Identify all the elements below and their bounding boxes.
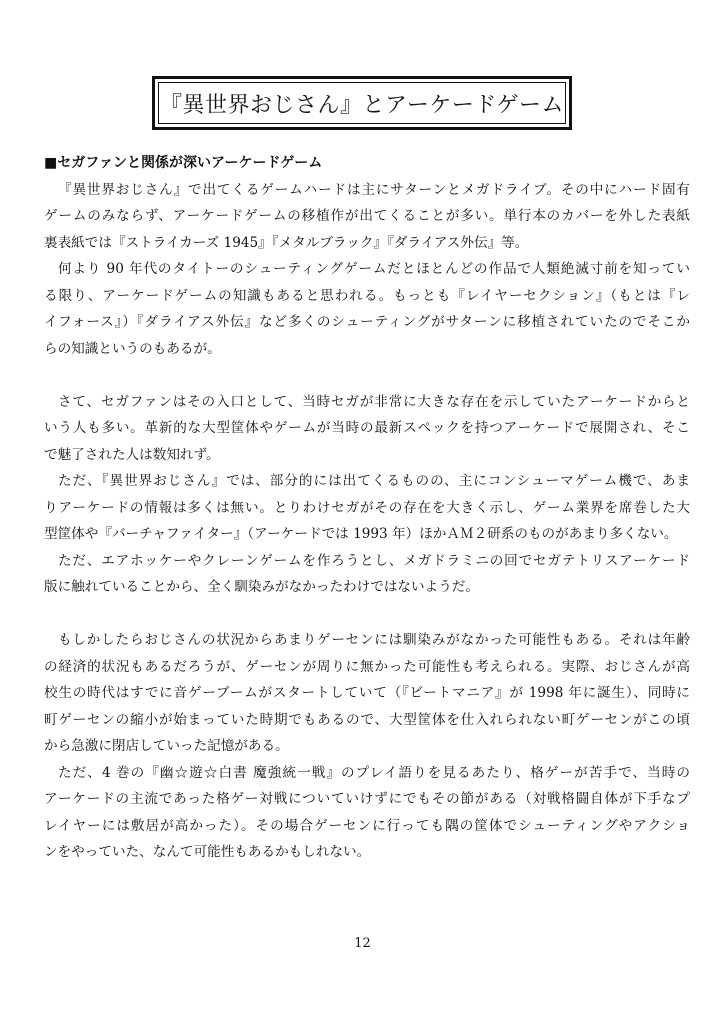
page-number: 12: [354, 936, 371, 951]
title-box: [152, 76, 572, 130]
paragraph-line: ただ、4 巻の『幽☆遊☆白書 魔強統一戦』のプレイ語りを見るあたり、格ゲーが苦手で、当時の: [58, 764, 690, 781]
paragraph-line: 何より 90 年代のタイトーのシューティングゲームだとほとんどの作品で人類絶滅寸前を知ってい: [58, 261, 690, 277]
paragraph-line: 型筐体や『バーチャファイター』（アーケードでは 1993 年）ほかＡＭ２研系のものがあまり多くない。: [44, 526, 678, 542]
paragraph-line: アーケードの主流であった格ゲー対戦についていけずにでもその節がある（対戦格闘自体が下手なプ: [44, 791, 690, 807]
paragraph-gap: [44, 362, 690, 389]
paragraph-line: る限り、アーケードゲームの知識もあると思われる。もっとも『レイヤーセクション』（もとは『レ: [44, 287, 690, 304]
paragraph-gap: [44, 601, 690, 628]
page-title: 『異世界おじさん』とアーケードゲーム: [160, 92, 564, 118]
paragraph-line: で魅了された人は数知れず。: [44, 446, 220, 463]
paragraph-line: ただ、エアホッケーやクレーンゲームを作ろうとし、メガドラミニの回でセガテトリスアーケード: [58, 552, 690, 569]
paragraph-line: 町ゲーセンの縮小が始まっていた時期でもあるので、大型筐体を仕入れられない町ゲーセンがこの頃: [44, 711, 690, 728]
paragraph-line: ただ、『異世界おじさん』では、部分的には出てくるものの、主にコンシューマゲーム機で、あま: [58, 473, 690, 489]
section-heading: ■セガファンと関係が深いアーケードゲーム: [44, 155, 323, 171]
title-box-inner: [158, 82, 566, 124]
article-body: [44, 150, 690, 866]
paragraph-line: 『異世界おじさん』で出てくるゲームハードは主にサターンとメガドライブ。その中にハード固有: [58, 181, 690, 198]
paragraph-line: ンをやっていた、なんて可能性もあるかもしれない。: [44, 844, 371, 860]
paragraph-line: 校生の時代はすでに音ゲーブームがスタートしていて（『ビートマニア』が 1998 年に誕生）、同時に: [44, 685, 690, 701]
paragraph-line: イフォース』）『ダライアス外伝』など多くのシューティングがサターンに移植されていたのでそこか: [44, 314, 690, 330]
paragraph-line: もしかしたらおじさんの状況からあまりゲーセンには馴染みがなかった可能性もある。それは年齢: [58, 632, 690, 648]
paragraph-line: らの知識というのもあるが。: [44, 340, 221, 357]
paragraph-line: の経済的状況もあるだろうが、ゲーセンが周りに無かった可能性も考えられる。実際、おじさんが高: [44, 658, 690, 675]
paragraph-line: レイヤーには敷居が高かった）。その場合ゲーセンに行っても隅の筐体でシューティングやアクショ: [44, 817, 690, 834]
paragraph-line: 版に触れていることから、全く馴染みがなかったわけではないようだ。: [44, 579, 479, 595]
paragraph-line: から急激に閉店していった記憶がある。: [44, 738, 289, 754]
paragraph-line: いう人も多い。革新的な大型筐体やゲームが当時の最新スペックを持つアーケードで展開され、そこ: [44, 420, 690, 436]
paragraph-line: さて、セガファンはその入口として、当時セガが非常に大きな存在を示していたアーケードからと: [58, 393, 690, 410]
paragraph-line: 裏表紙では『ストライカーズ 1945』『メタルブラック』『ダライアス外伝』等。: [44, 234, 529, 251]
paragraph-line: ゲームのみならず、アーケードゲームの移植作が出てくることが多い。単行本のカバーを外した表紙: [44, 208, 690, 224]
paragraph-line: りアーケードの情報は多くは無い。とりわけセガがその存在を大きく示し、ゲーム業界を席巻した大: [44, 499, 690, 516]
